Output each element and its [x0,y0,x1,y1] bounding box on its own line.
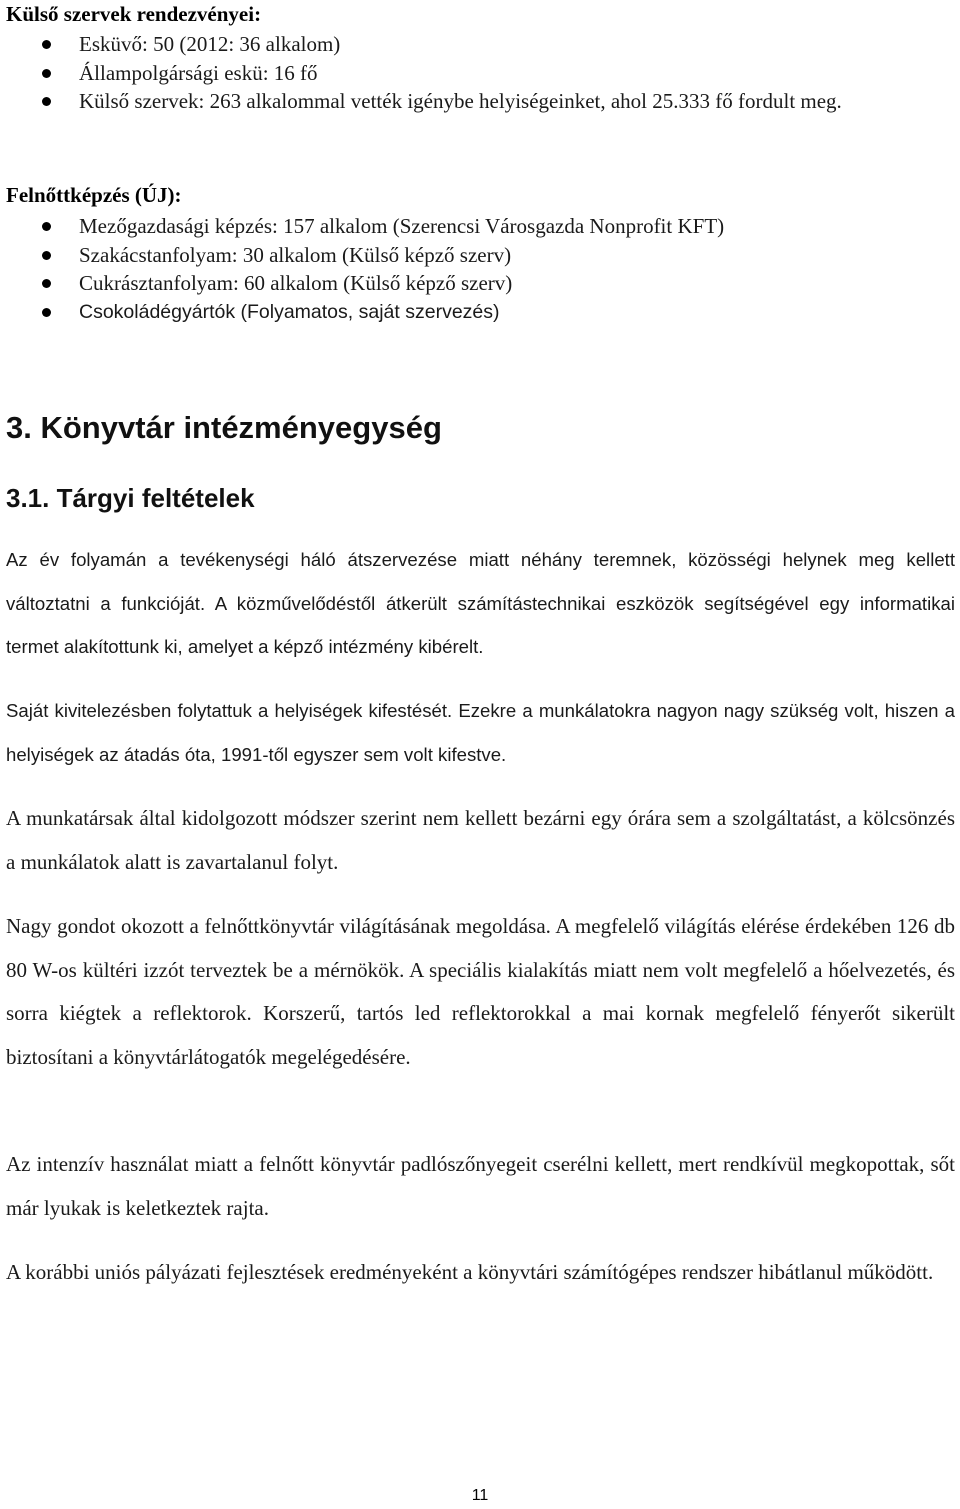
bullet-icon [42,308,51,317]
bullet-icon [42,69,51,78]
adult-education-heading: Felnőttképzés (ÚJ): [6,183,182,207]
bullet-icon [42,279,51,288]
list-item: Mezőgazdasági képzés: 157 alkalom (Szerencsi Városgazda Nonprofit KFT) [0,212,960,241]
bullet-icon [42,222,51,231]
list-item: Csokoládégyártók (Folyamatos, saját szervezés) [0,298,960,327]
section-title: 3. Könyvtár intézményegység [6,410,442,445]
list-item: Esküvő: 50 (2012: 36 alkalom) [0,30,960,59]
list-item: Külső szervek: 263 alkalommal vették igénybe helyiségeinket, ahol 25.333 fő fordult meg. [0,87,960,116]
paragraph: Saját kivitelezésben folytattuk a helyiségek kifestését. Ezekre a munkálatokra nagyon nagy szükség volt, hiszen a helyiségek az átadás óta, 1991-től egyszer sem volt kifestve. [6,700,955,765]
bullet-icon [42,40,51,49]
paragraph: Az intenzív használat miatt a felnőtt könyvtár padlószőnyegeit cserélni kellett, mert rendkívül megkopottak, sőt már lyukak is keletkeztek rajta. [6,1152,955,1220]
subsection-title: 3.1. Tárgyi feltételek [6,483,255,513]
adult-education-list [0,212,960,326]
list-item: Cukrásztanfolyam: 60 alkalom (Külső képző szerv) [0,269,960,298]
paragraph: Nagy gondot okozott a felnőttkönyvtár világításának megoldása. A megfelelő világítás elérése érdekében 126 db 80 W-os kültéri izzót terveztek be a mérnökök. A speciális kialakítás miatt nem volt megfelelő a hőelvezetés, és sorra kiégtek a reflektorok. Korszerű, tartós led reflektorokkal a mai kornak megfelelő fényerőt sikerült biztosítani a könyvtárlátogatók megelégedésére. [6,914,955,1069]
paragraph: Az év folyamán a tevékenységi háló átszervezése miatt néhány teremnek, közösségi helynek meg kellett változtatni a funkcióját. A közművelődéstől átkerült számítástechnikai eszközök segítségével egy informatikai termet alakítottunk ki, amelyet a képző intézmény kibérelt. [6,549,955,657]
events-heading: Külső szervek rendezvényei: [6,2,262,26]
list-item: Állampolgársági eskü: 16 fő [0,59,960,88]
page-number: 11 [471,1487,489,1504]
list-item: Szakácstanfolyam: 30 alkalom (Külső képző szerv) [0,241,960,270]
bullet-icon [42,97,51,106]
paragraph: A korábbi uniós pályázati fejlesztések eredményeként a könyvtári számítógépes rendszer hibátlanul működött. [6,1260,934,1284]
events-list [0,30,960,116]
paragraph: A munkatársak által kidolgozott módszer szerint nem kellett bezárni egy órára sem a szolgáltatást, a kölcsönzés a munkálatok alatt is zavartalanul folyt. [6,806,955,874]
bullet-icon [42,251,51,260]
